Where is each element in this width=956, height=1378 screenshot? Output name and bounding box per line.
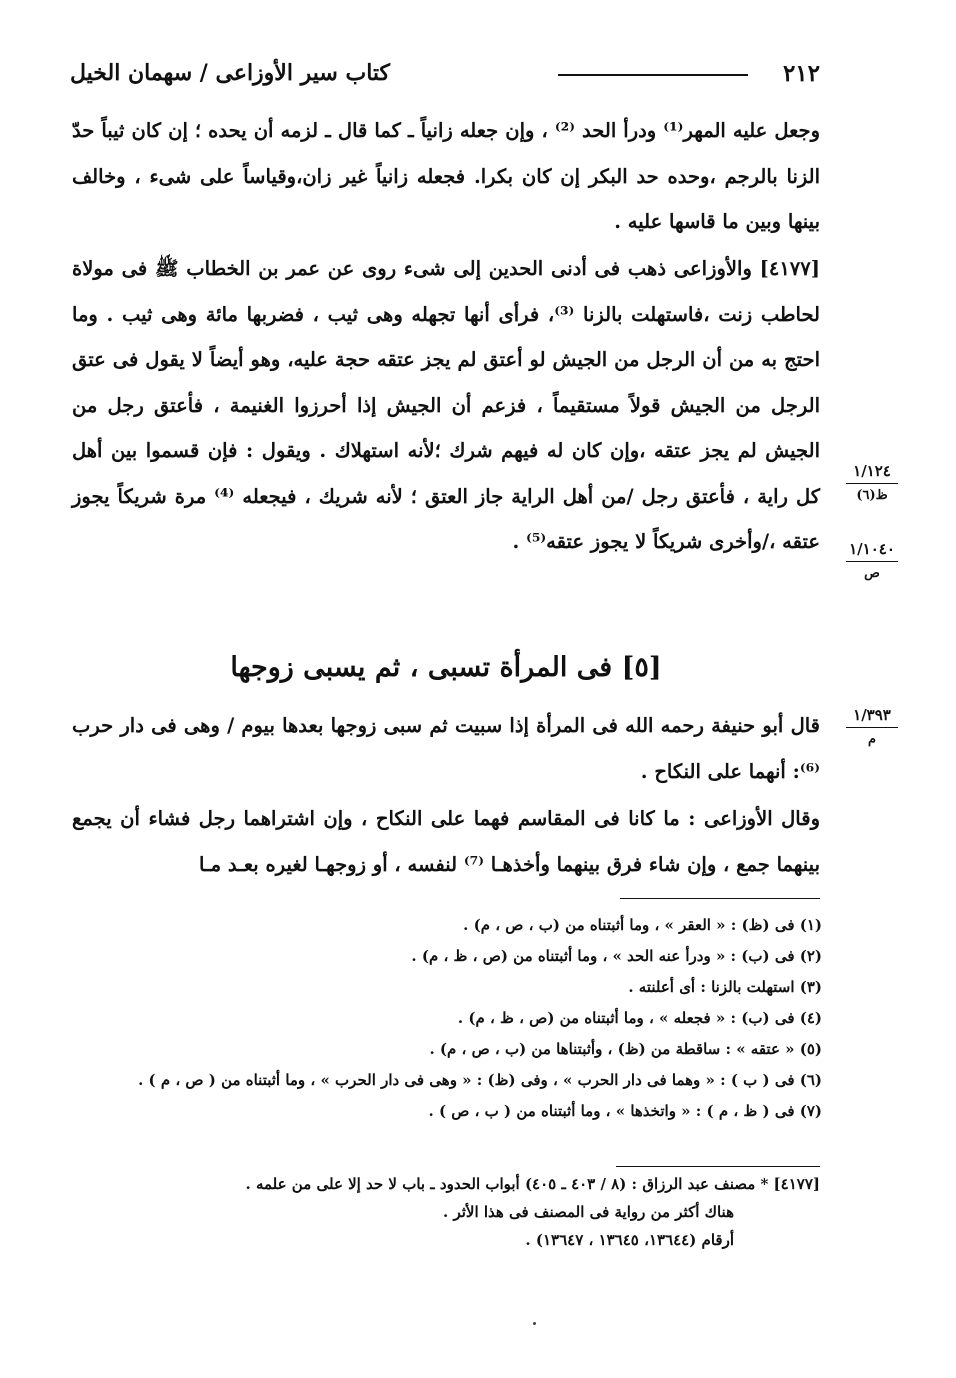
- margin-reference: [846, 540, 898, 583]
- margin-reference-bottom: ص: [864, 566, 880, 581]
- margin-reference-top: ١/١٠٤٠: [849, 540, 895, 558]
- margin-reference-line: [846, 727, 898, 728]
- footnote: (١) فى (ظ) : « العقر » ، وما أثبتناه من (ب ، ص ، م) .: [463, 916, 822, 934]
- running-title: كتاب سير الأوزاعى / سهمان الخيل: [70, 60, 391, 86]
- paragraph-3: [72, 703, 820, 794]
- margin-reference-top: ١/١٢٤: [853, 462, 891, 480]
- footnote: (٦) فى ( ب ) : « وهما فى دار الحرب » ، وفى (ظ) : « وهى فى دار الحرب » ، وما أثبتناه من ( ص ، م ) .: [138, 1071, 822, 1089]
- page-number: ٢١٢: [782, 60, 820, 87]
- margin-reference-bottom: ظ(٦): [856, 488, 888, 503]
- section-heading: [٥] فى المرأة تسبى ، ثم يسبى زوجها: [230, 652, 662, 683]
- paragraph-1-text: وجعل عليه المهر⁽¹⁾ ودرأ الحد ⁽²⁾ ، وإن جعله زانياً ـ كما قال ـ لزمه أن يحده ؛ إن كان ثيباً حدّ الزنا بالرجم ،وحده حد البكر إن كان بكرا. فجعله زانياً غير زان،وقياساً على شىء ، وخالف بينها وبين ما قاسها عليه .: [72, 119, 821, 233]
- paragraph-2-text: [٤١٧٧] والأوزاعى ذهب فى أدنى الحدين إلى شىء روى عن عمر بن الخطاب ﷺ فى مولاة لحاطب زنت ،فاستهلت بالزنا ⁽³⁾، فرأى أنها تجهله وهى ثيب ، فضربها مائة وهى ثيب . وما احتج به من أن الرجل من الجيش لو أعتق لم يجز عتقه حجة عليه، وهو أيضاً لا يقول فى عتق الرجل من الجيش قولاً مستقيماً ، فزعم أن الجيش إذا أحرزوا الغنيمة ، فأعتق رجل من الجيش لم يجز عتقه ،وإن كان له فيهم شرك ؛لأنه استهلاك . ويقول : فإن قسموا بين أهل كل راية ، فأعتق رجل /من أهل الراية جاز العتق ؛ لأنه شريك ، فيجعله ⁽⁴⁾ مرة شريكاً يجوز عتقه ،/وأخرى شريكاً لا يجوز عتقه⁽⁵⁾ .: [72, 257, 820, 553]
- paragraph-4-text: وقال الأوزاعى : ما كانا فى المقاسم فهما على النكاح ، وإن اشتراهما رجل فشاء أن يجمع بينهما جمع ، وإن شاء فرق بينهما وأخذهـا ⁽⁷⁾ لنفسه ، أو زوجهـا لغيره بعـد مـا: [72, 807, 820, 876]
- header-rule: [558, 74, 748, 76]
- footnote: (٤) فى (ب) : « فجعله » ، وما أثبتناه من (ص ، ظ ، م) .: [457, 1009, 822, 1027]
- paragraph-4: [72, 796, 820, 887]
- paragraph-3-text: قال أبو حنيفة رحمه الله فى المرأة إذا سبيت ثم سبى زوجها بعدها بيوم / وهى فى دار حرب ⁽⁶⁾: أنهما على النكاح .: [72, 714, 820, 783]
- footnote: (٥) « عتقه » : ساقطة من (ظ) ، وأثبتناها من (ب ، ص ، م) .: [429, 1040, 822, 1058]
- margin-reference-bottom: م: [867, 732, 877, 747]
- page-header: [70, 58, 820, 92]
- margin-reference-line: [846, 483, 898, 484]
- paragraph-2: [72, 246, 820, 565]
- footnotes: [72, 910, 822, 1127]
- margin-reference-line: [846, 561, 898, 562]
- footnote: (٢) فى (ب) : « ودرأ عنه الحد » ، وما أثبتناه من (ص ، ظ ، م) .: [411, 947, 822, 965]
- source-line: أرقام (١٣٦٤٤، ١٣٦٤٥ ، ١٣٦٤٧) .: [525, 1231, 734, 1249]
- source-line: هناك أكثر من رواية فى المصنف فى هذا الأثر .: [443, 1203, 734, 1221]
- margin-reference-top: ١/٣٩٣: [853, 706, 891, 724]
- source-note: [72, 1170, 820, 1254]
- margin-reference: [846, 462, 898, 505]
- footnote: (٣) استهلت بالزنا : أى أعلنته .: [628, 978, 822, 996]
- source-divider: [616, 1166, 820, 1167]
- margin-reference: [846, 706, 898, 749]
- source-line: [٤١٧٧] * مصنف عبد الرزاق : (٨ / ٤٠٣ ـ ٤٠٥) أبواب الحدود ـ باب لا حد إلا على من علمه .: [245, 1175, 820, 1193]
- page-speck: [533, 1322, 536, 1325]
- paragraph-1: [72, 108, 820, 245]
- footnotes-divider: [620, 898, 820, 899]
- footnote: (٧) فى ( ظ ، م ) : « واتخذها » ، وما أثبتناه من ( ب ، ص ) .: [428, 1102, 822, 1120]
